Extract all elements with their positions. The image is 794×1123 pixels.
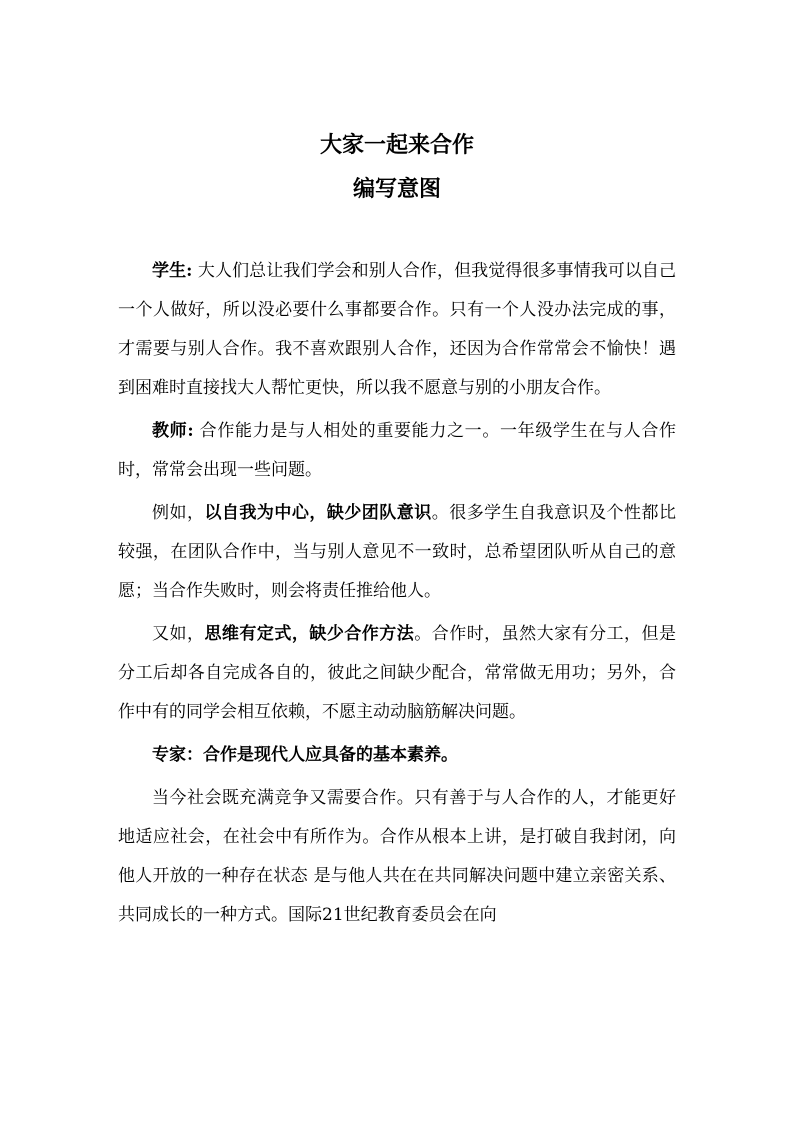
speaker-label-teacher: 教师:	[152, 421, 194, 441]
paragraph-text: 。合作时，虽然大家有分工，但是分工后却各自完成各自的，彼此之间缺少配合，常常做无用功；另外，合作中有的同学会相互依赖，不愿主动动脑筋解决问题。	[118, 624, 677, 722]
document-subtitle: 编写意图	[352, 176, 441, 202]
speaker-label-student: 学生:	[152, 261, 193, 281]
paragraph-student	[118, 252, 676, 408]
paragraph-emphasis: 思维有定式，缺少合作方法	[204, 624, 415, 644]
paragraph-text: 大人们总让我们学会和别人合作，但我觉得很多事情我可以自己一个人做好，所以没必要什么事都要合作。只有一个人没办法完成的事，才需要与别人合作。我不喜欢跟别人合作，还因为合作常常会不愉快！遇到困难时直接找大人帮忙更快，所以我不愿意与别的小朋友合作。	[118, 261, 676, 398]
paragraph-text: 。很多学生自我意识及个性都比较强，在团队合作中，当与别人意见不一致时，总希望团队听从自己的意愿；当合作失败时，则会将责任推给他人。	[118, 503, 677, 601]
paragraph-expert	[118, 736, 676, 775]
paragraph-society	[118, 779, 676, 935]
paragraph-emphasis: 以自我为中心，缺少团队意识	[204, 503, 432, 523]
paragraph-text: 合作能力是与人相处的重要能力之一。一年级学生在与人合作时，常常会出现一些问题。	[118, 421, 676, 480]
title-block	[0, 128, 794, 206]
document-body	[118, 252, 676, 939]
document-title: 大家一起来合作	[319, 132, 474, 158]
paragraph-text: 当今社会既充满竞争又需要合作。只有善于与人合作的人，才能更好地适应社会，在社会中有所作为。合作从根本上讲，是打破自我封闭，向他人开放的一种存在状态 是与他人共在在共同解决问题中建立亲密关系、共同成长的一种方式。国际21世纪教育委员会在向	[118, 788, 676, 925]
speaker-label-expert: 专家：合作是现代人应具备的基本素养。	[152, 745, 458, 765]
paragraph-example-2	[118, 615, 676, 732]
paragraph-prefix: 又如，	[152, 624, 205, 644]
paragraph-teacher	[118, 412, 676, 490]
paragraph-prefix: 例如，	[152, 503, 205, 523]
paragraph-example-1	[118, 494, 676, 611]
